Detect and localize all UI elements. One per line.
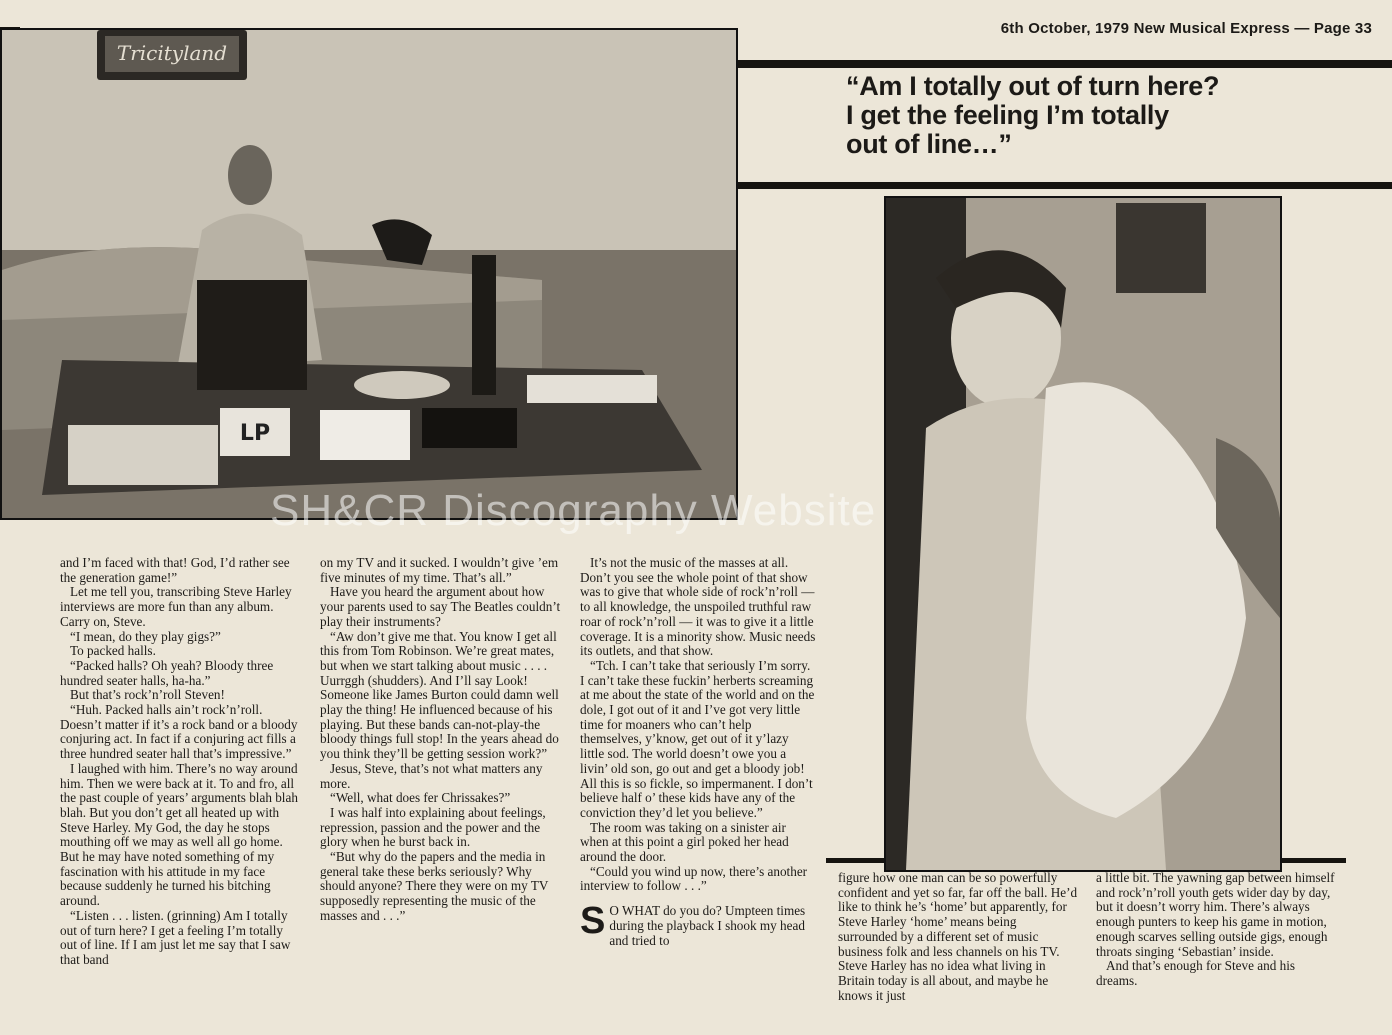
- col2-para: I was half into explaining about feelings, repression, passion and the power and the glory when he burst back in.: [320, 804, 546, 850]
- col1-para: and I’m faced with that! God, I’d rather see the generation game!”: [60, 555, 290, 585]
- col3-para: The room was taking on a sinister air when at this point a girl poked her head around the door.: [580, 819, 789, 865]
- lp-label: LP: [239, 421, 271, 446]
- col2-para: “But why do the papers and the media in general take these berks seriously? Why should anyone? There they were on my TV supposedly representing the music of the masses and . . .”: [320, 849, 549, 923]
- col3-para: It’s not the music of the masses at all. Don’t you see the whole point of that show was to give that whole side of rock’n’roll — to all knowledge, the unspoiled truthful raw roar of rock’n’roll — it was to give it a little coverage. It is a minority show. Music needs its outlets, and that show.: [580, 555, 816, 659]
- sign-text: Tricityland: [116, 41, 228, 65]
- column-1: [60, 556, 298, 968]
- col3-last-text: O WHAT do you do? Umpteen times during the playback I shook my head and tried to: [609, 903, 806, 948]
- photo-harley-seated: [0, 28, 738, 520]
- col1-para: “Huh. Packed halls ain’t rock’n’roll. Doesn’t matter if it’s a rock band or a bloody conjuring act. In fact if a conjuring act fills a three hundred seater hall that’s impressive.”: [60, 702, 298, 762]
- column-5: [1096, 871, 1336, 989]
- col3-dropcap-para: [580, 900, 816, 948]
- col1-para: “I mean, do they play gigs?”: [70, 628, 221, 644]
- col1-para: “Listen . . . listen. (grinning) Am I totally out of turn here? I get a feeling I’m totally out of line. If I am just let me say that I saw that band: [60, 907, 291, 967]
- col5-para: And that’s enough for Steve and his dreams.: [1096, 958, 1295, 988]
- top-rule-right: [738, 60, 1392, 68]
- col5-para: a little bit. The yawning gap between himself and rock’n’roll youth gets wider day by day, but it doesn’t worry him. There’s always enough punters to keep his game in motion, enough scarves selling outside gigs, enough throats singing ‘Sebastian’ inside.: [1096, 870, 1335, 959]
- pull-quote: [846, 72, 1316, 159]
- col2-para: Have you heard the argument about how your parents used to say The Beatles couldn’t play their instruments?: [320, 584, 561, 629]
- col1-para: To packed halls.: [70, 643, 156, 659]
- pull-quote-line-3: out of line…”: [846, 129, 1012, 159]
- col2-para: on my TV and it sucked. I wouldn’t give ’em five minutes of my time. That’s all.”: [320, 555, 559, 585]
- col1-para: Let me tell you, transcribing Steve Harley interviews are more fun than any album. Carry on, Steve.: [60, 584, 292, 629]
- col2-para: “Aw don’t give me that. You know I get all this from Tom Robinson. We’re great mates, but when we start talking about music . . . . Uurrggh (shudders). And I’ll say Look! Someone like James Burton could damn well play the thing! He influenced because of his playing. But these bands can-not-play-the bloody things full stop! In the years ahead do you think they’ll be getting session work?”: [320, 628, 559, 762]
- col3-para: “Could you wind up now, there’s another interview to follow . . .”: [580, 863, 808, 894]
- photo-harley-with-mannequin: [884, 196, 1282, 872]
- col2-para: Jesus, Steve, that’s not what matters any more.: [320, 760, 543, 791]
- watermark: SH&CR Discography Website: [270, 486, 877, 535]
- column-4: [838, 871, 1078, 1003]
- mid-rule-right: [738, 182, 1392, 189]
- col1-para: But that’s rock’n’roll Steven!: [70, 687, 225, 703]
- col2-para: “Well, what does fer Chrissakes?”: [330, 790, 511, 806]
- col1-para: I laughed with him. There’s no way around him. Then we were back at it. To and fro, all the past couple of years’ arguments blah blah blah. But you don’t get all heated up with Steve Harley. My God, the day he stops mouthing off we may as well all go home. But he may have noted something of my fascination with his attitude in my face because suddenly he turned his bitching around.: [60, 760, 298, 909]
- col4-para: figure how one man can be so powerfully confident and yet so far, far off the ball. He’d like to think he’s ‘home’ but apparently, for Steve Harley ‘home’ means being surrounded by a different set of music business folk and less channels on his TV. Steve Harley has no idea what living in Britain today is all about, and maybe he knows it just: [838, 870, 1078, 1003]
- page-header: 6th October, 1979 New Musical Express — Page 33: [1000, 20, 1372, 37]
- col3-para: “Tch. I can’t take that seriously I’m sorry. I can’t take these fuckin’ herberts screaming at me about the state of the world and on the dole, I got out of it and I’ve got very little time for moaners who can’t help themselves, y’know, get out of it y’lazy little sod. The world doesn’t owe you a livin’ old son, go out and get a bloody job! All this is so fickle, so impermanent. I don’t believe half o’ these kids have any of the conviction they’d let you believe.”: [580, 657, 815, 820]
- col1-para: “Packed halls? Oh yeah? Bloody three hundred seater halls, ha-ha.”: [60, 657, 274, 688]
- pull-quote-line-2: I get the feeling I’m totally: [846, 100, 1169, 130]
- column-3: [580, 556, 816, 948]
- column-2: [320, 556, 562, 924]
- pull-quote-line-1: “Am I totally out of turn here?: [846, 71, 1220, 101]
- drop-cap: S: [580, 900, 606, 943]
